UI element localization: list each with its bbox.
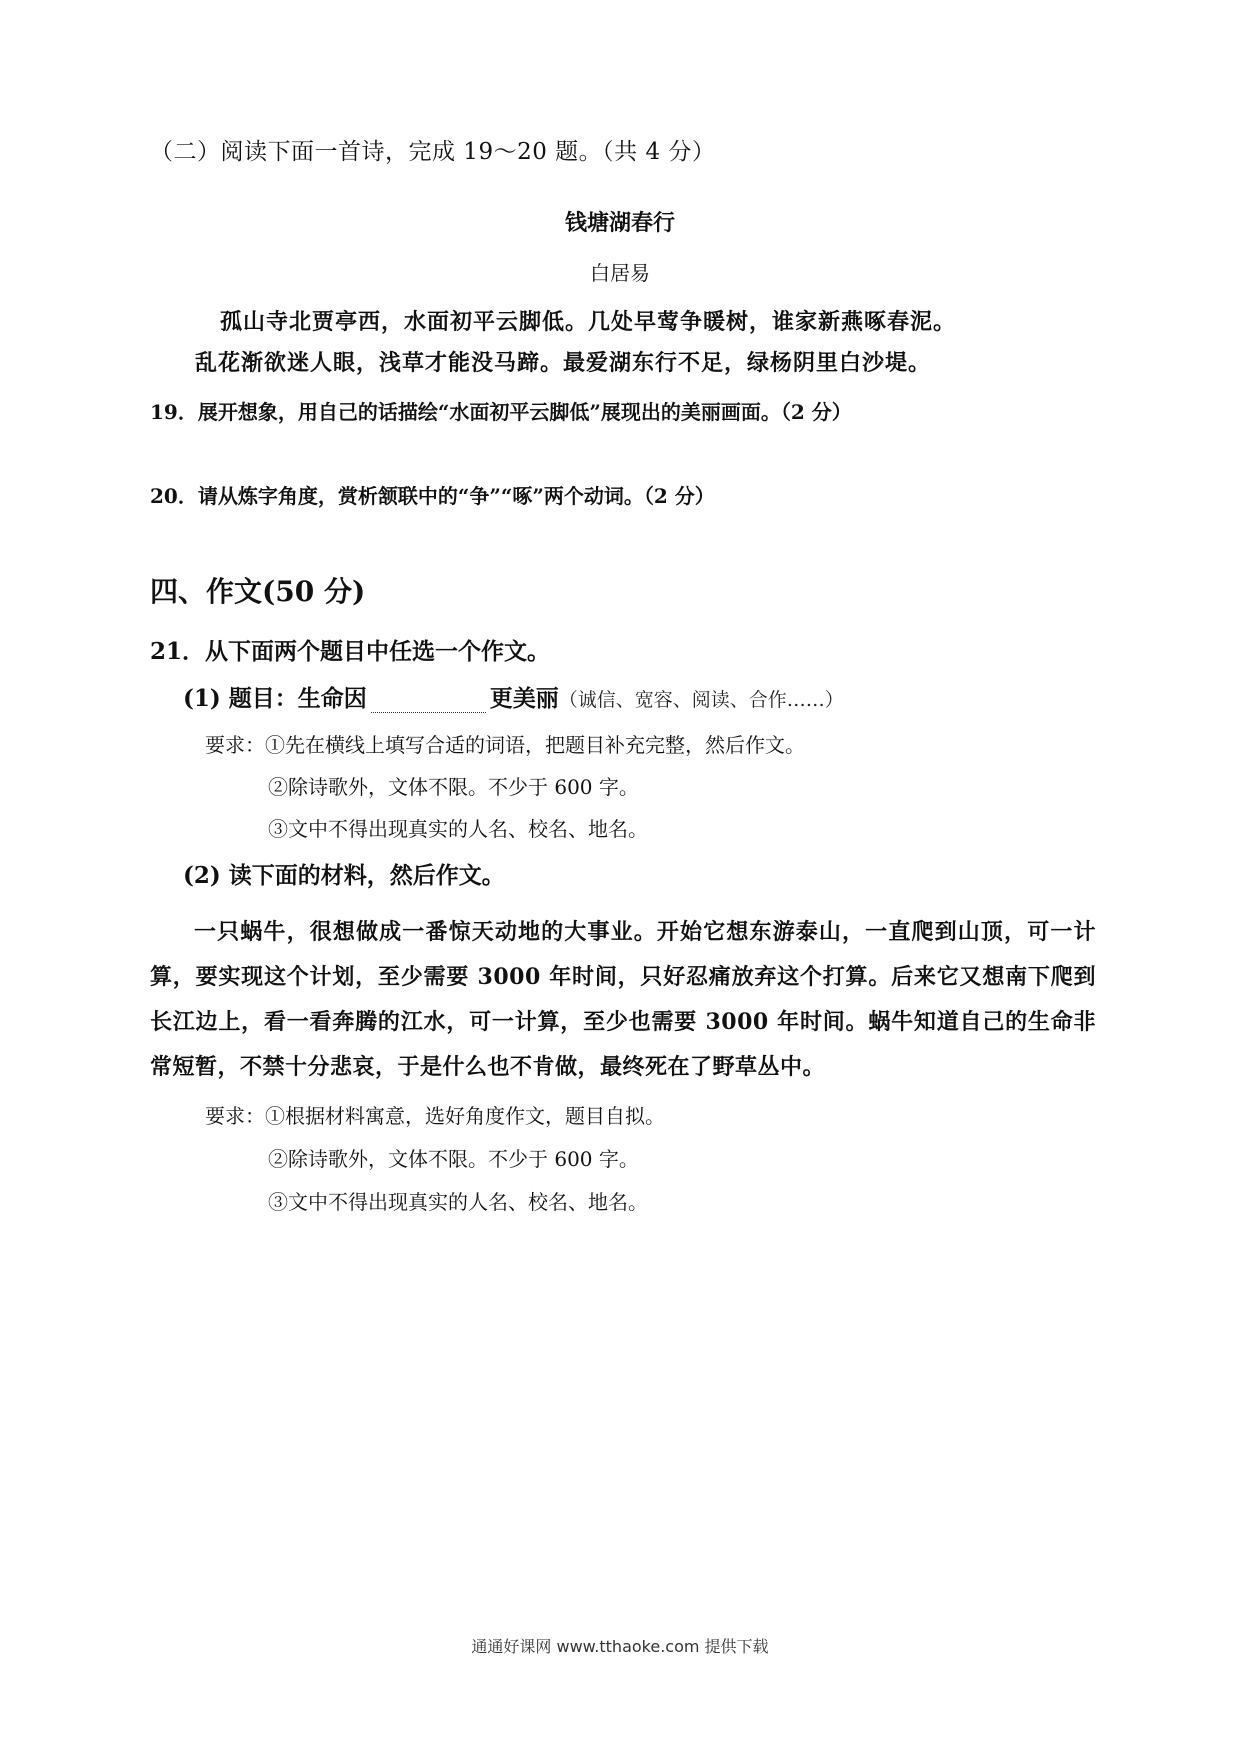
task-21-heading: 21．从下面两个题目中任选一个作文。 <box>150 638 551 665</box>
option-1-label-suffix: 更美丽 <box>489 685 559 712</box>
option-2-requirement-3: ③文中不得出现真实的人名、校名、地名。 <box>268 1190 648 1214</box>
option-1-label: (1) 题目：生命因 <box>183 685 367 712</box>
option-1-title <box>183 680 844 713</box>
option-1-hint: （诚信、宽容、阅读、合作……） <box>558 689 844 711</box>
footer-credit: 通通好课网 www.tthaoke.com 提供下载 <box>471 1637 769 1656</box>
option-1-requirement-1: 要求：①先在横线上填写合适的词语，把题目补充完整，然后作文。 <box>205 733 805 757</box>
poem-author: 白居易 <box>590 261 650 285</box>
option-2-title: (2) 读下面的材料，然后作文。 <box>183 862 505 889</box>
section-two-heading: （二）阅读下面一首诗，完成 19～20 题。（共 4 分） <box>150 139 716 165</box>
fill-in-blank <box>371 692 486 713</box>
option-1-requirement-2: ②除诗歌外，文体不限。不少于 600 字。 <box>268 775 639 799</box>
question-19: 19．展开想象，用自己的话描绘“水面初平云脚低”展现出的美丽画面。（2 分） <box>150 400 852 424</box>
question-20: 20．请从炼字角度，赏析颔联中的“争”“啄”两个动词。（2 分） <box>150 484 715 508</box>
poem-title: 钱塘湖春行 <box>564 210 675 236</box>
poem-line-2: 乱花渐欲迷人眼，浅草才能没马蹄。最爱湖东行不足，绿杨阴里白沙堤。 <box>195 350 932 376</box>
option-2-requirement-2: ②除诗歌外，文体不限。不少于 600 字。 <box>268 1147 639 1171</box>
option-2-requirement-1: 要求：①根据材料寓意，选好角度作文，题目自拟。 <box>205 1104 665 1128</box>
poem-line-1: 孤山寺北贾亭西，水面初平云脚低。几处早莺争暖树，谁家新燕啄春泥。 <box>220 309 957 335</box>
part-four-heading: 四、作文(50 分) <box>150 575 366 608</box>
option-2-material: 一只蜗牛，很想做成一番惊天动地的大事业。开始它想东游泰山，一直爬到山顶，可一计算，要实现这个计划，至少需要 3000 年时间，只好忍痛放弃这个打算。后来它又想南下爬到长江边上，看一看奔腾的江水，可一计算，至少也需要 3000 年时间。蜗牛知道自己的生命非常短暂，不禁十分悲哀，于是什么也不肯做，最终死在了野草丛中。 <box>150 919 1096 1080</box>
option-1-requirement-3: ③文中不得出现真实的人名、校名、地名。 <box>268 817 648 841</box>
